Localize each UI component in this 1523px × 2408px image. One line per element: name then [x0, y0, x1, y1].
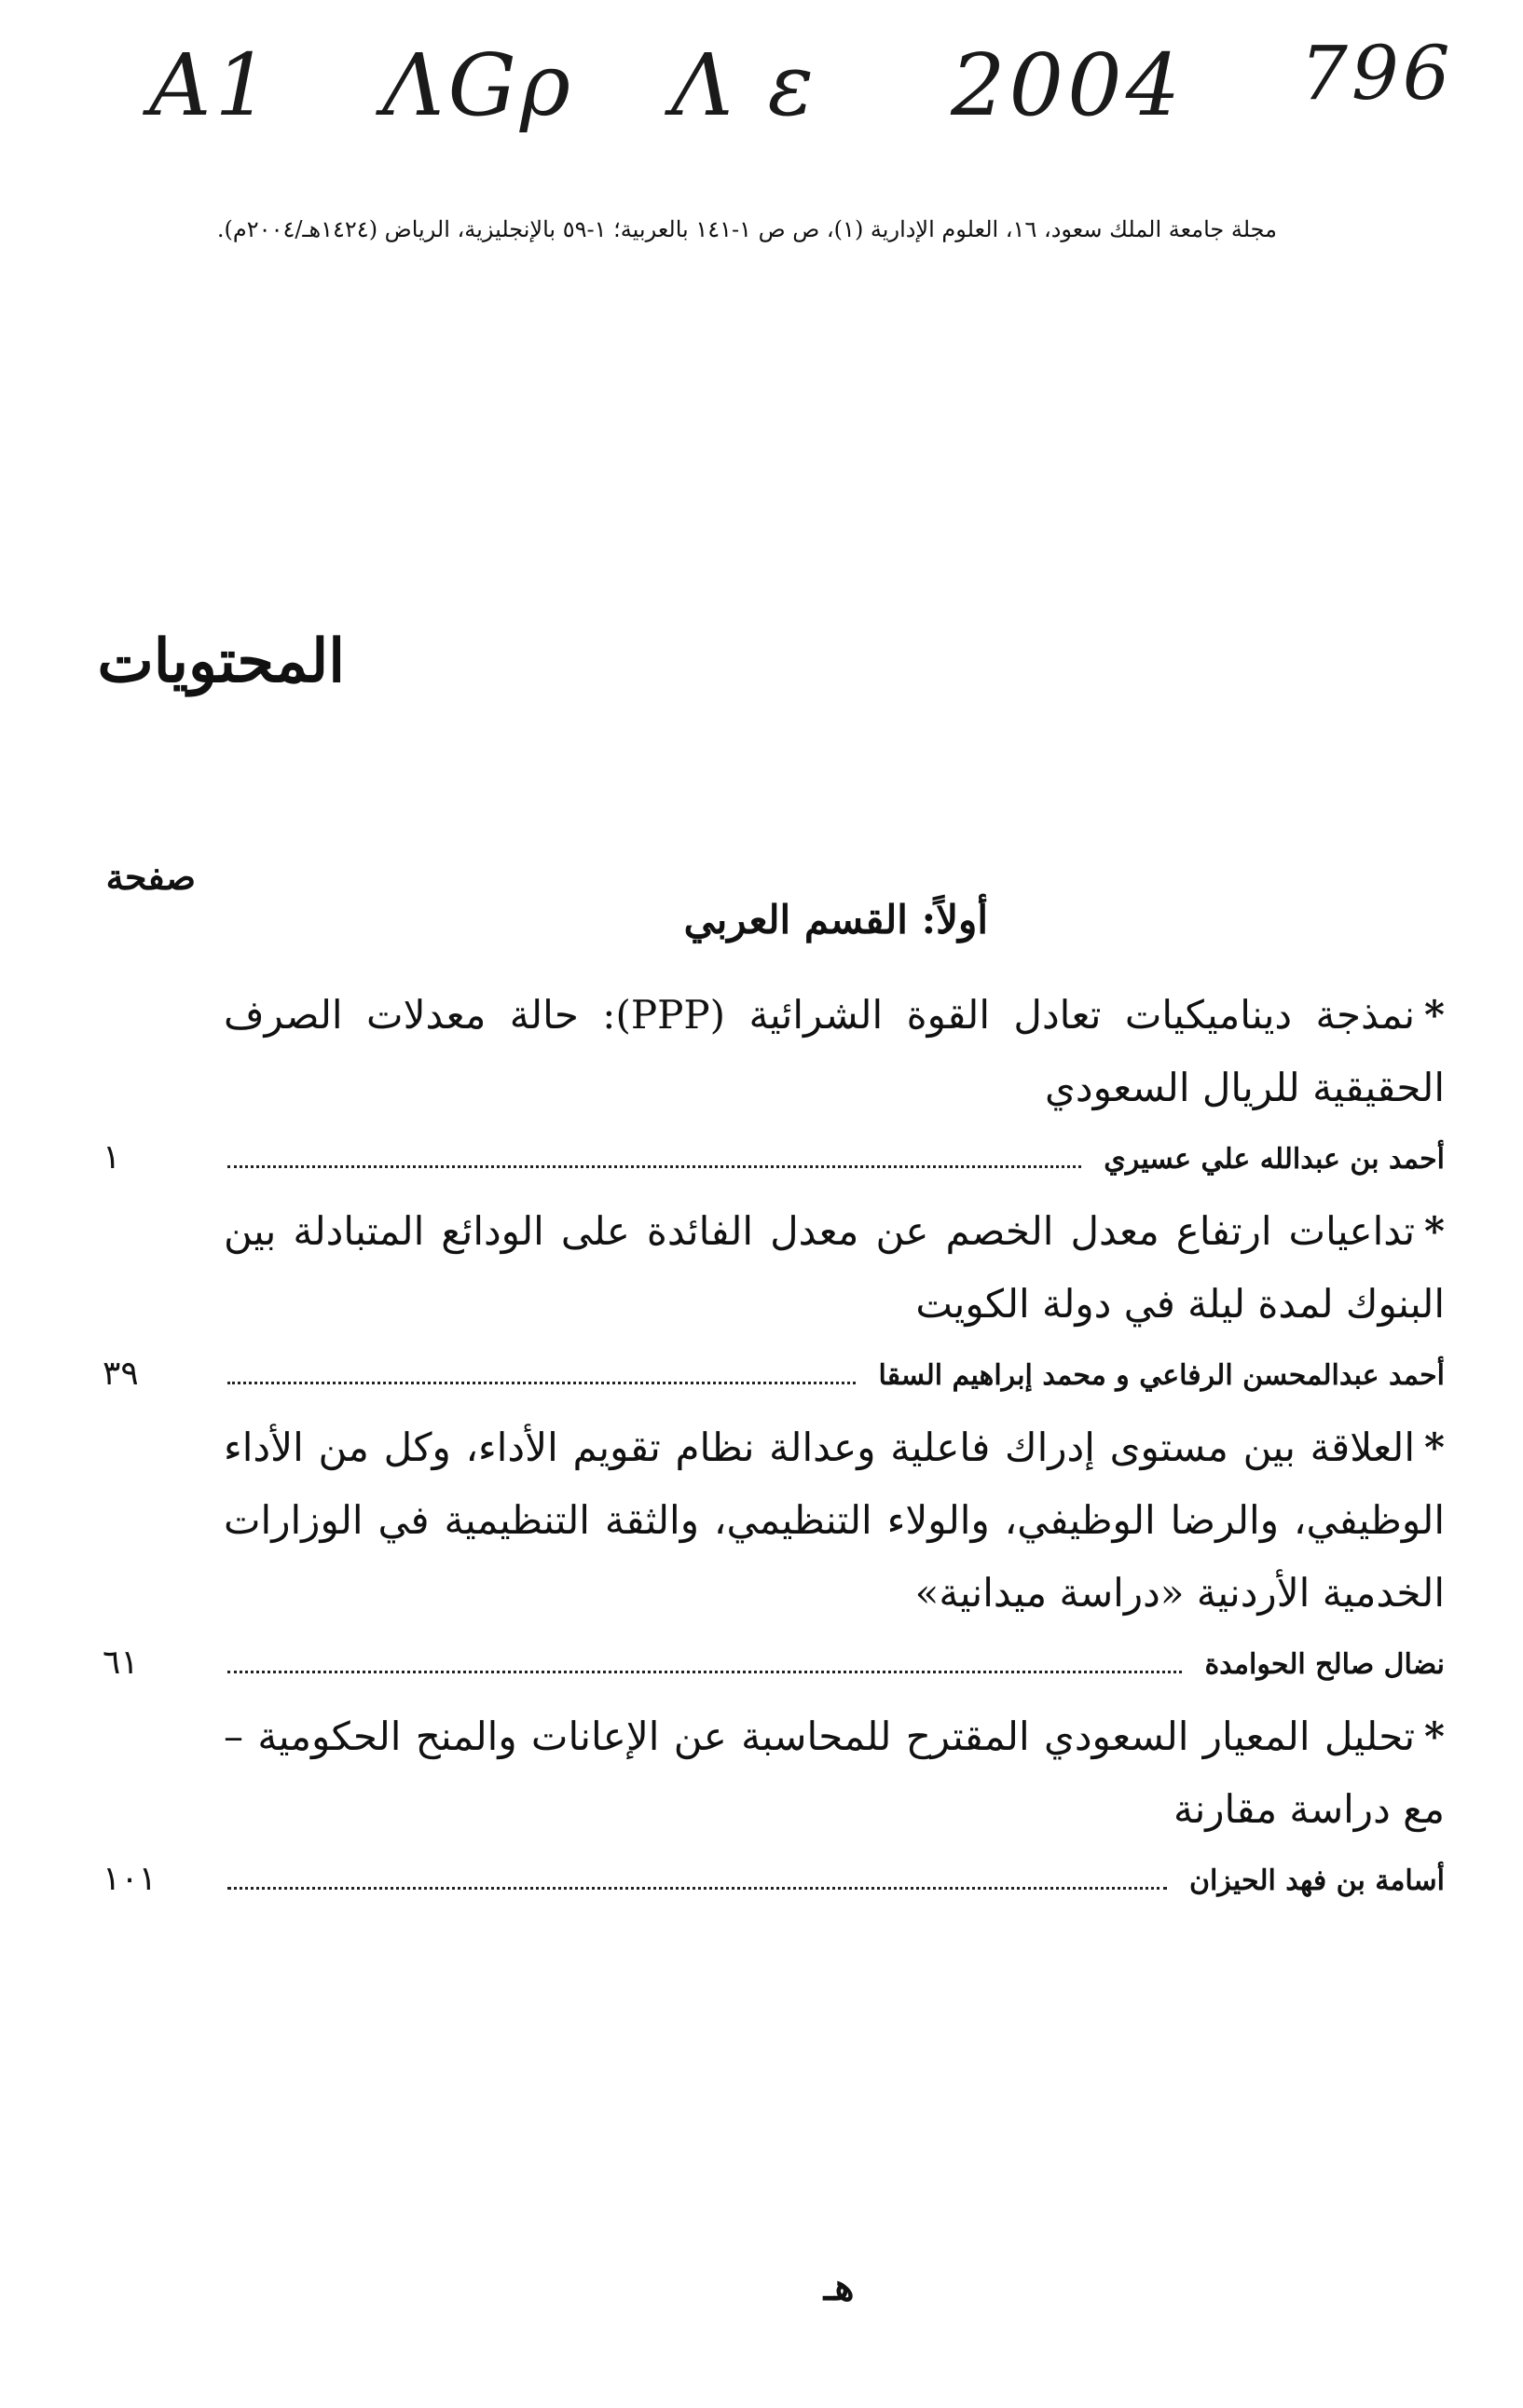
- dot-leader: [227, 1381, 856, 1384]
- toc-entry-page: ١٠١: [103, 1860, 158, 1898]
- toc-author-line: [103, 1124, 1445, 1191]
- toc-entry-title[interactable]: [224, 979, 1445, 1124]
- bullet-star-icon: *: [1424, 1208, 1445, 1254]
- toc-author-line: [103, 1341, 1445, 1408]
- dot-leader: [227, 1164, 1081, 1168]
- toc-entry-title[interactable]: [224, 1700, 1445, 1846]
- section-title: أولاً: القسم العربي: [683, 897, 988, 943]
- toc-entry-page: ٣٩: [103, 1355, 139, 1393]
- toc-entry-title[interactable]: [224, 1411, 1445, 1630]
- bullet-star-icon: *: [1424, 1713, 1445, 1759]
- bullet-star-icon: *: [1424, 1424, 1445, 1470]
- page-column-label: صفحة: [105, 856, 196, 898]
- dot-leader: [227, 1886, 1167, 1890]
- toc-entry-title[interactable]: [224, 1195, 1445, 1341]
- toc-entry-author: أحمد بن عبدالله علي عسيري: [1104, 1143, 1445, 1176]
- toc-entry-page: ١: [103, 1138, 121, 1176]
- toc-entry-title-text: تحليل المعيار السعودي المقترح للمحاسبة عن الإعانات والمنح الحكومية – مع دراسة مقارنة: [224, 1713, 1445, 1832]
- toc-entry-author: أسامة بن فهد الحيزان: [1188, 1864, 1445, 1897]
- toc-author-line: [103, 1630, 1445, 1697]
- handwritten-number: 796: [1300, 30, 1454, 117]
- toc-entry-author: نضال صالح الحوامدة: [1204, 1648, 1445, 1681]
- handwritten-code-part2: ΛGρ: [382, 35, 575, 135]
- bullet-star-icon: *: [1424, 992, 1445, 1038]
- page-title: المحتويات: [97, 626, 345, 696]
- toc-entry: [103, 1411, 1445, 1697]
- toc-list: [103, 979, 1445, 1917]
- journal-citation: مجلة جامعة الملك سعود، ١٦، العلوم الإدارية (١)، ص ص ١-١٤١ بالعربية؛ ١-٥٩ بالإنجليزية، الرياض (١٤٢٤هـ/٢٠٠٤م).: [216, 216, 1277, 242]
- toc-author-line: [103, 1846, 1445, 1913]
- handwritten-code-part3: Λ ε: [671, 35, 818, 135]
- dot-leader: [227, 1670, 1182, 1673]
- toc-entry: [103, 1195, 1445, 1408]
- toc-entry: [103, 979, 1445, 1191]
- toc-entry: [103, 1700, 1445, 1913]
- page-number-mark: هـ: [823, 2265, 855, 2309]
- handwritten-code-part1: A1: [149, 35, 273, 135]
- handwritten-year: 2004: [951, 35, 1185, 135]
- toc-entry-author: أحمد عبدالمحسن الرفاعي و محمد إبراهيم السقا: [878, 1359, 1445, 1392]
- toc-entry-title-text: تداعيات ارتفاع معدل الخصم عن معدل الفائدة على الودائع المتبادلة بين البنوك لمدة ليلة في دولة الكويت: [224, 1208, 1445, 1327]
- toc-entry-title-text: نمذجة ديناميكيات تعادل القوة الشرائية (PPP): حالة معدلات الصرف الحقيقية للريال السعودي: [224, 992, 1445, 1110]
- toc-entry-page: ٦١: [103, 1644, 139, 1682]
- toc-entry-title-text: العلاقة بين مستوى إدراك فاعلية وعدالة نظام تقويم الأداء، وكل من الأداء الوظيفي، والرضا الوظيفي، والولاء التنظيمي، والثقة التنظيمية في الوزارات الخدمية الأردنية «دراسة ميدانية»: [224, 1424, 1445, 1616]
